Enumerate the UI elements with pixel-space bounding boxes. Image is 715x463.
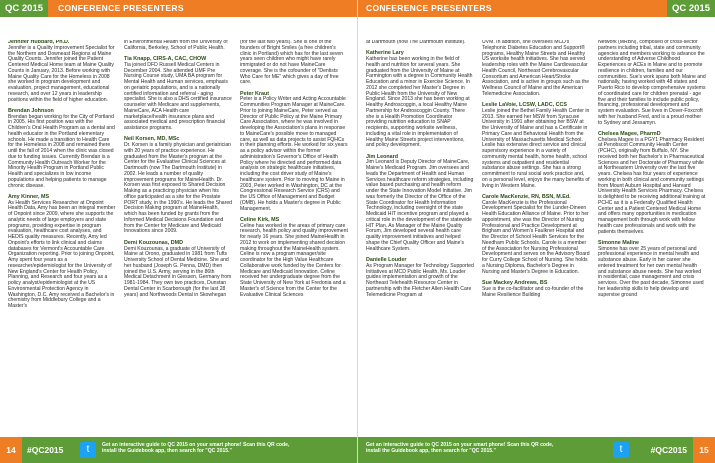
presenter-bio: Sue is the co-facilitator and co-founder of the Maine Resilience Building: [482, 285, 584, 298]
presenter-entry: [482, 103, 590, 189]
presenter-name: Celine Kirk, MS: [240, 216, 280, 223]
presenter-bio: in Environmental Health from the University of California, Berkeley, School of Public Health.: [124, 40, 228, 51]
presenter-entry: [366, 40, 474, 46]
presenter-name: Brendan Johnson: [8, 107, 54, 114]
presenter-bio: (for the last two years). She is one of the founders of Bright Smiles (a free children's clinic in Portland) which has for the last seven years seen children who might have rarely immigrated or do not have MaineCare coverage. She is the cofounder of "Dentists Who Care for ME" which gives a day of free care.: [240, 40, 344, 86]
presenter-name: Peter Kraut: [240, 90, 270, 97]
twitter-icon: t: [80, 442, 96, 458]
left-column-1: [8, 40, 116, 415]
presenter-name: Jim Leonard: [366, 153, 399, 160]
presenter-name: Tia Knapp, CIRS-A, CAC, CHOW: [124, 56, 207, 63]
page-header-bar: [0, 0, 357, 17]
presenter-entry: [598, 40, 706, 126]
right-page: [358, 0, 715, 463]
presenter-bio: Leslie joined the Bethel Family Health Center in 2013. She earned her MSW from Syracuse University in 1991 after obtaining her BSW at the University of Maine and has a Certificate in Primary Care and Behavioral Health from the University of Massachusetts Medical School. Leslie has extensive direct service and clinical supervisory experience in a variety of community mental health, home health, school systems and outpatient and residential substance abuse settings. She has a strong commitment to rural social work practice and, on a personal level, enjoys the many benefits of living in Western Maine.: [482, 107, 590, 189]
right-column-1: [366, 40, 474, 415]
presenter-entry: [240, 218, 348, 299]
presenter-bio: As Program Manager for Technology Supported Initiatives at MCD Public Health, Ms. Louder guides implementation and growth of the Northeast Telehealth Resource Center in partnership with the Fletcher Allen Health Care Telemedicine Program at: [366, 262, 474, 298]
presenter-bio: Celine has worked in the areas of primary care research, health policy and quality improvement for nearly 16 years. She joined MaineHealth in 2012 to work on implementing shared decision making throughout the MaineHealth system. Celine is now a program manager/site coordinator for the High Value Healthcare Collaborative work funded by the Centers for Medicare and Medicaid Innovation. Celine received her undergraduate degree from the State University of New York at Fredonia and a Master's of Science from the Center for the Evaluative Clinical Sciences: [240, 222, 348, 298]
right-column-3: [598, 40, 706, 415]
left-column-3: [240, 40, 348, 415]
header-tag: QC 2015: [667, 0, 715, 17]
presenter-bio: Dr. Korsen is a family physician and geriatrician with 20 years of practice experience. He graduated from the Master's program at the Center for the Evaluative Clinical Sciences at Dartmouth (now The Dartmouth Institute) in 2002. He leads a number of quality improvement programs for MaineHealth. Dr. Korsen was first exposed to Shared Decision Making as a practicing physician when his office participated as a site for the Prostate PORT study, in the 1990's. He leads the Shared Decision Making program at MaineHealth, which has been funded by grants from the Informed Medical Decisions Foundation and from the Center for Medicare and Medicaid Innovations since 2009.: [124, 142, 232, 235]
header-tag: QC 2015: [0, 0, 48, 17]
presenter-entry: [482, 281, 590, 298]
presenter-entry: [366, 155, 474, 253]
presenter-entry: [8, 109, 116, 190]
right-column-2: [482, 40, 590, 415]
presenter-bio: at Dartmouth (now The Dartmouth Institute).: [366, 40, 466, 45]
presenter-name: Katherine Lary: [366, 50, 404, 57]
presenter-bio: Jim Leonard is Deputy Director of MaineCare, Maine's Medicaid Program. Jim oversees and leads the Department of Health and Human Services healthcare reform strategies, including value based purchasing and health reform under the State Innovation Model Initiative. Jim was formerly the Director of the Office of the State Coordinator for Health Information Technology, including oversight of the state Medicaid HIT incentive program and played a critical role in the development of the statewide HIT Plan. As Manager of the Maine Quality Forum, Jim developed several health care quality improvement initiatives and helped shape the Chief Quality Officer and Maine's Healthcare System.: [366, 159, 474, 252]
twitter-icon: t: [613, 442, 629, 458]
page-header-bar: [358, 0, 715, 17]
presenter-entry: [124, 57, 232, 132]
presenter-name: Carole MacKenzie, RN, BSN, M.Ed.: [482, 193, 571, 200]
page-number: 15: [693, 437, 715, 463]
presenter-bio: Peter is a Policy Writer and Acting Accountable Communities Program Manager at MaineCare. Prior to joining MaineCare, Peter served as Director of Public Policy at the Maine Primary Care Association, where he was involved in developing the Association's plans in response to MaineCare's possible move to managed care, as well as data projects to assist FQHCs in their planning efforts. He worked for six years as a policy advisor within the former administration's Governor's Office of Health Policy where he directed and performed data analysis on strategic healthcare initiatives, including the cost driver study of Maine's healthcare system. Prior to moving to Maine in 2003, Peter worked in Washington, DC at the Congressional Research Service (CRS) and the US Office of Management and Budget (OMB). He holds a Master's degree in Public Management.: [240, 96, 348, 212]
presenter-name: Leslie LaVoie, LCSW, LADC, CCS: [482, 102, 567, 109]
presenter-name: Jennifer Hubbard, Ph.D.: [8, 40, 70, 45]
presenter-entry: [240, 40, 348, 86]
presenter-name: Danielle Louder: [366, 257, 407, 264]
presenter-entry: [366, 51, 474, 149]
page-footer-bar: [358, 437, 715, 463]
header-title: CONFERENCE PRESENTERS: [58, 3, 184, 13]
presenter-bio: Tia joined DFD Russell Medical Centers in December 2004. She attended UMF Pre Nursing Course study, UMA BA program for Mental Health and Human services, emphasis on geriatric populations, and is a nationally certified information and referral - aging specialist. She is also a DHS certified insurance counselor with Medicare and supplements, MaineCare, ACA Health care marketplace/health insurance plans and associated medical and prescription financial assistance programs.: [124, 61, 232, 132]
presenter-bio: Katherine has been working in the field of health and nutrition for several years. She graduated from the University of Maine at Farmington with a degree in Community Health Education and a minor in Exercise Science. In 2012 she completed her Master's Degree in Public Health from the University of New England. Since 2013 she has been working at Healthy Androscoggin, a local Healthy Maine Partnership for Androscoggin County. There she is a Health Promotion Coordinator providing nutrition education to SNAP recipients, supporting worksite wellness, including a vital role in implementation of Healthy Maine Streets project interventions, and policy development.: [366, 56, 473, 149]
presenter-entry: [598, 132, 706, 236]
left-column-2: [124, 40, 232, 415]
presenter-entry: [8, 40, 116, 103]
presenter-bio: UVM. In addition, she oversees MCD's Telephonic Diabetes Education and Support® programs, Healthy Maine Streets and Healthy US worksite health initiatives. She has served leadership roles with the Maine Cardiovascular Health Council, Northeast Cerebrovascular Consortium and American Heart/Stroke Association, and is active in groups such as the Wellness Council of Maine and the American Telemedicine Association.: [482, 40, 590, 97]
presenter-entry: [8, 195, 116, 310]
page-footer-bar: [0, 437, 357, 463]
presenter-bio: Chelsea Magee is a PGY1 Pharmacy Resident at Penobscot Community Health Center (PCHC), originally from Buffalo, NY. She received both her Bachelor's in Pharmaceutical Sciences and her Doctorate of Pharmacy while at Northeastern University over the last five years. Chelsea has four years of experience working in both clinical and community settings from Mount Auburn Hospital and Harvard University Health Services Pharmacy. Chelsea is delighted to be receiving additional training at PCHC as it is a Federally Qualified Health Center and a Patient Centered Medical Home and offers many opportunities in medication management both through work with fellow health care professionals and work with the patients themselves.: [598, 136, 706, 235]
presenter-bio: As Health Services Researcher at Onpoint Health Data, Amy has been an integral member of Onpoint since 2009, where she supports the analytic needs of large employers and state programs, providing expertise in program evaluation, healthcare cost analyses, and HEDIS quality measures. Recently, Amy led Onpoint's efforts to link clinical and claims databases for Vermont's Accountable Care Organization reporting. Prior to joining Onpoint, Amy spent four years as a researcher/epidemiologist for the University of New England's Center for Health Policy, Planning, and Research and four years as a policy analyst/epidemiologist at the US Environmental Protection Agency in Washington, D.C. Amy received a Bachelor's in chemistry from Middlebury College and a Master's: [8, 199, 116, 310]
presenter-name: Amy Kinner, MS: [8, 193, 50, 200]
presenter-entry: [598, 241, 706, 299]
presenter-name: Demi Kouzounas, DMD: [124, 239, 183, 246]
presenter-entry: [240, 92, 348, 213]
footer-hashtag: #QC2015: [650, 445, 687, 455]
guidebook-promo-text: Get an interactive guide to QC 2015 on your smart phone! Scan this QR code, install the Guidebook app, then search for "QC 2015.": [102, 442, 290, 454]
guidebook-promo-text: Get an interactive guide to QC 2015 on your smart phone! Scan this QR code, install the Guidebook app, then search for "QC 2015.": [366, 442, 554, 454]
presenter-name: Neil Korsen, MD, MSc: [124, 136, 180, 143]
presenter-bio: Demi Kouzounas, a graduate of University of Maine at Orono, graduated in 1981 from Tufts University School of Dental Medicine. She and her husband (Joseph G. Penna, DMD) then joined the U.S. Army, serving in the 86th Medical Detachment in Giessen, Germany from 1981-1984. They own two practices, Dunstan Dental Center in Scarborough (for the last 28 years) and Northwoods Dental in Skowhegan: [124, 245, 232, 298]
presenter-entry: [124, 137, 232, 235]
presenter-name: Sue Mackey Andrews, BS: [482, 280, 548, 287]
presenter-entry: [124, 241, 232, 299]
presenter-name: Simonne Maline: [598, 239, 640, 246]
presenter-bio: Brendan began working for the City of Portland in 2005. His first position was with the Children's Oral Health Program as a dental and health educator in the Portland elementary schools. He made a transition to Health Care for the Homeless in 2008 and remained there until the fall of 2014 when the clinic was closed due to funding issues. Currently Brendan is a Community Health Outreach Worker for the Minority Health Program in Portland Public Health and specializes in low income populations and helping patients to manage chronic disease.: [8, 113, 115, 189]
footer-hashtag: #QC2015: [27, 445, 64, 455]
presenter-bio: Jennifer is a Quality Improvement Specialist for the Northern and Downeast Regions at Maine Quality Counts. Jennifer joined the Patient Centered Medical Home team at Maine Quality Counts in January, 2013. Before working with Maine Quality Care for the Homeless in 2008 she worked in program development and evaluation, project management, educational research, and over 12 years in leadership positions within the field of higher education.: [8, 44, 115, 103]
presenter-entry: [366, 258, 474, 298]
presenter-entry: [482, 195, 590, 276]
left-page: [0, 0, 357, 463]
presenter-entry: [482, 40, 590, 98]
presenter-name: Chelsea Magee, PharmD: [598, 130, 661, 137]
presenter-bio: Network (MRBN), composed of cross-sector partners including tribal, state and community agencies and members working to advance the understanding of Adverse Childhood Experiences or ACEs in Maine and to promote resilience in children, families and our communities. Sue's work spans both Maine and nationally, having worked with 48 states and Puerto Rico to develop comprehensive systems of coordinated care for children prenatal - age five and their families to include public policy, financing, professional development and system evaluation. Sue lives in Dover-Foxcroft with her husband Fred, and is a proud mother to Sydney and Jessamyn.: [598, 40, 706, 126]
header-title: CONFERENCE PRESENTERS: [366, 3, 492, 13]
page-number: 14: [0, 437, 22, 463]
presenter-entry: [124, 40, 232, 52]
presenter-bio: Carole MacKenzie is the Professional Development Specialist for the Lunder-Dineen Health Education Alliance of Maine. Prior to her appointment, she was the Director of Nursing Professional and Practice Development at Brigham and Women's Faulkner Hospital and the Director of School Health Services for the Needham Public Schools. Carole is a member of the Association for Nursing Professional Development and serves on the Advisory Board for Curry College School of Nursing. She holds a Nursing Diploma, Bachelor's Degree in Nursing and Master's Degree in Education.: [482, 199, 590, 275]
presenter-bio: Simonne has over 25 years of personal and professional experience in mental health and substance abuse. Early in her career she entered treatment for her own mental health and substance abuse needs. She has worked in residential, case management and crisis services. Over the past decade, Simonne used her leadership skills to help develop and supervise ground: [598, 245, 704, 298]
